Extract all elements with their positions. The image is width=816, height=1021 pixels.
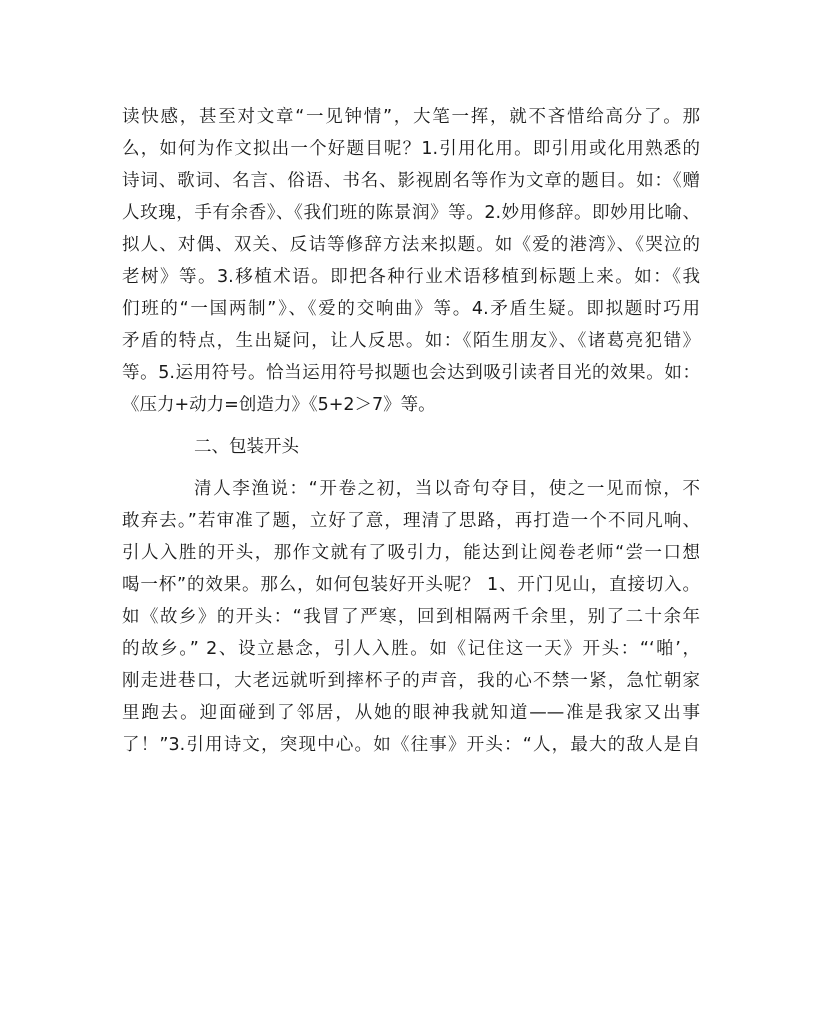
text-line: 喝一杯”的效果。那么，如何包装好开头呢？ 1、开门见山，直接切入。 xyxy=(122,575,700,595)
text-line: 等。5.运用符号。恰当运用符号拟题也会达到吸引读者目光的效果。如： xyxy=(122,363,700,383)
text-line: 了！”3.引用诗文，突现中心。如《往事》开头：“人，最大的敌人是自 xyxy=(122,735,700,755)
text-line: 矛盾的特点，生出疑问，让人反思。如：《陌生朋友》、《诸葛亮犯错》 xyxy=(122,331,700,351)
text-line: 老树》等。3.移植术语。即把各种行业术语移植到标题上来。如：《我 xyxy=(122,267,700,287)
text-line: 如《故乡》的开头：“我冒了严寒，回到相隔两千余里，别了二十余年 xyxy=(122,607,700,627)
text-line: 《压力+动力=创造力》《5+2＞7》等。 xyxy=(122,395,436,415)
text-line: 拟人、对偶、双关、反诘等修辞方法来拟题。如《爱的港湾》、《哭泣的 xyxy=(122,235,700,255)
text-line: 清人李渔说：“开卷之初，当以奇句夺目，使之一见而惊，不 xyxy=(194,479,700,499)
text-line: 么，如何为作文拟出一个好题目呢？1.引用化用。即引用或化用熟悉的 xyxy=(122,139,700,159)
paragraph-opening-tips xyxy=(122,473,700,761)
text-line: 里跑去。迎面碰到了邻居，从她的眼神我就知道——准是我家又出事 xyxy=(122,703,700,723)
text-line: 人玫瑰，手有余香》、《我们班的陈景润》等。2.妙用修辞。即妙用比喻、 xyxy=(122,203,700,223)
text-line: 诗词、歌词、名言、俗语、书名、影视剧名等作为文章的题目。如：《赠 xyxy=(122,171,700,191)
text-line: 的故乡。” 2、设立悬念，引人入胜。如《记住这一天》开头：“‘啪’， xyxy=(122,639,700,659)
document-body xyxy=(122,101,700,761)
text-line: 读快感，甚至对文章“一见钟情”，大笔一挥，就不吝惜给高分了。那 xyxy=(122,107,700,127)
text-line: 引人入胜的开头，那作文就有了吸引力，能达到让阅卷老师“尝一口想 xyxy=(122,543,700,563)
text-line: 刚走进巷口，大老远就听到摔杯子的声音，我的心不禁一紧，急忙朝家 xyxy=(122,671,700,691)
text-line: 敢弃去。”若审准了题，立好了意，理清了思路，再打造一个不同凡响、 xyxy=(122,511,700,531)
paragraph-title-tips xyxy=(122,101,700,421)
section-heading: 二、包装开头 xyxy=(194,437,299,457)
text-line: 们班的“一国两制”》、《爱的交响曲》等。4.矛盾生疑。即拟题时巧用 xyxy=(122,299,700,319)
